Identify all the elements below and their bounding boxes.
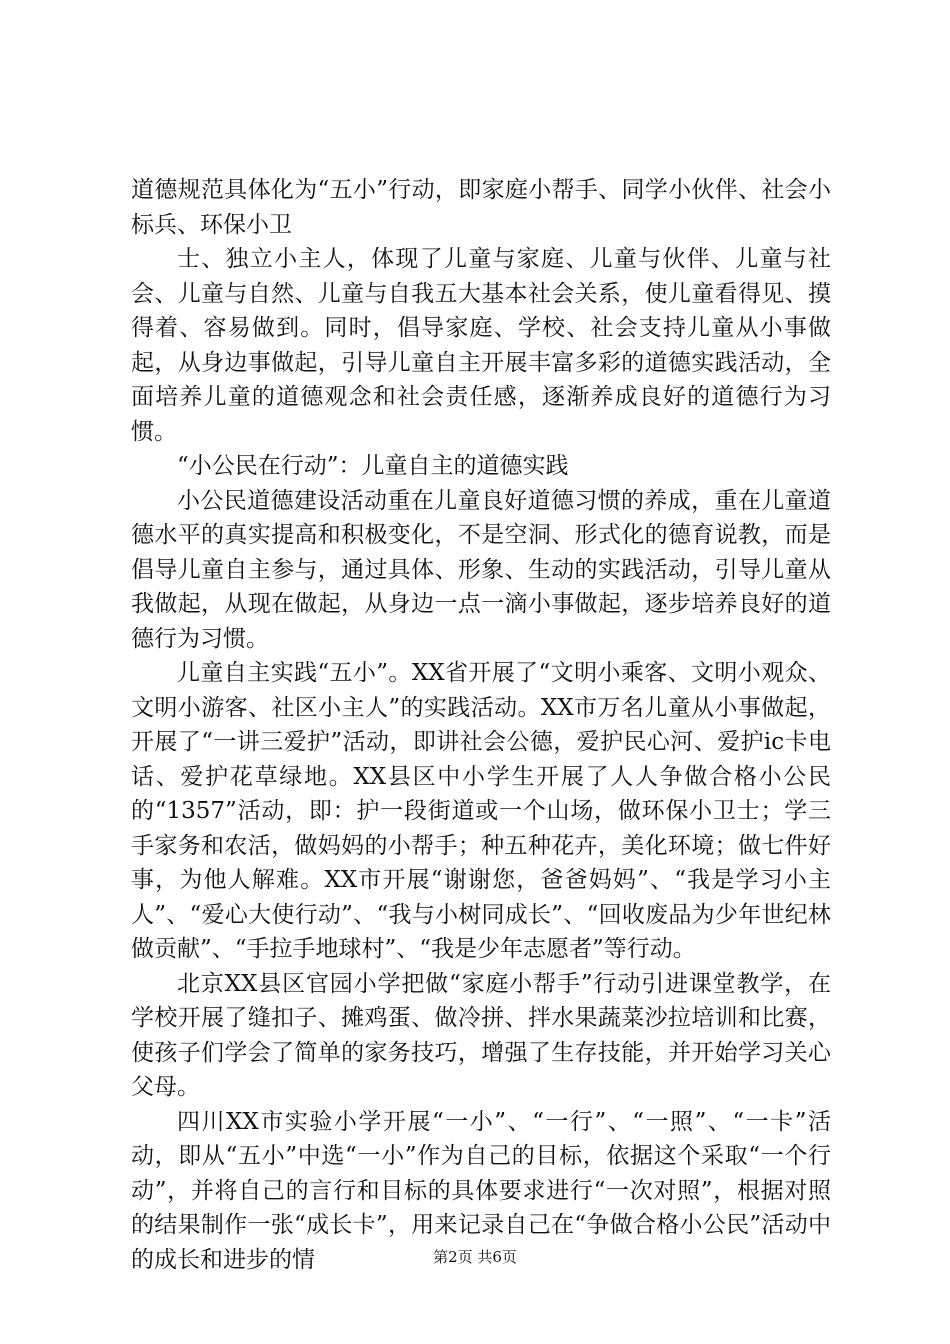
- document-body: [131, 173, 831, 1277]
- section-heading: “小公民在行动”：儿童自主的道德实践: [177, 453, 569, 479]
- paragraph-4: 儿童自主实践“五小”。XX省开展了“文明小乘客、文明小观众、文明小游客、社区小主人”的实践活动。XX市万名儿童从小事做起，开展了“一讲三爱护”活动，即讲社会公德，爱护民心河、爱护ic卡电话、爱护花草绿地。XX县区中小学生开展了人人争做合格小公民的“1357”活动，即：护一段街道或一个山场，做环保小卫士；学三手家务和农活，做妈妈的小帮手；种五种花卉，美化环境；做七件好事，为他人解难。XX市开展“谢谢您，爸爸妈妈”、“我是学习小主人”、“爱心大使行动”、“我与小树同成长”、“回收废品为少年世纪林做贡献”、“手拉手地球村”、“我是少年志愿者”等行动。: [131, 660, 831, 962]
- paragraph-6: 四川XX市实验小学开展“一小”、“一行”、“一照”、“一卡”活动，即从“五小”中选“一小”作为自己的目标，依据这个采取“一个行动”，并将自己的言行和目标的具体要求进行“一次对照”，根据对照的结果制作一张“成长卡”，用来记录自己在“争做合格小公民”活动中的成长和进步的情: [131, 1108, 831, 1273]
- paragraph-5: 北京XX县区官园小学把做“家庭小帮手”行动引进课堂教学，在学校开展了缝扣子、摊鸡蛋、做冷拼、拌水果蔬菜沙拉培训和比赛，使孩子们学会了简单的家务技巧，增强了生存技能，并开始学习关心父母。: [131, 970, 831, 1100]
- paragraph-3: 小公民道德建设活动重在儿童良好道德习惯的养成，重在儿童道德水平的真实提高和积极变化，不是空洞、形式化的德育说教，而是倡导儿童自主参与，通过具体、形象、生动的实践活动，引导儿童从我做起，从现在做起，从身边一点一滴小事做起，逐步培养良好的道德行为习惯。: [131, 487, 831, 652]
- paragraph-2: 士、独立小主人，体现了儿童与家庭、儿童与伙伴、儿童与社会、儿童与自然、儿童与自我五大基本社会关系，使儿童看得见、摸得着、容易做到。同时，倡导家庭、学校、社会支持儿童从小事做起，从身边事做起，引导儿童自主开展丰富多彩的道德实践活动，全面培养儿童的道德观念和社会责任感，逐渐养成良好的道德行为习惯。: [131, 246, 831, 445]
- page-number-footer: 第2页 共6页: [433, 1248, 517, 1266]
- paragraph-1: 道德规范具体化为“五小”行动，即家庭小帮手、同学小伙伴、社会小标兵、环保小卫: [131, 177, 831, 238]
